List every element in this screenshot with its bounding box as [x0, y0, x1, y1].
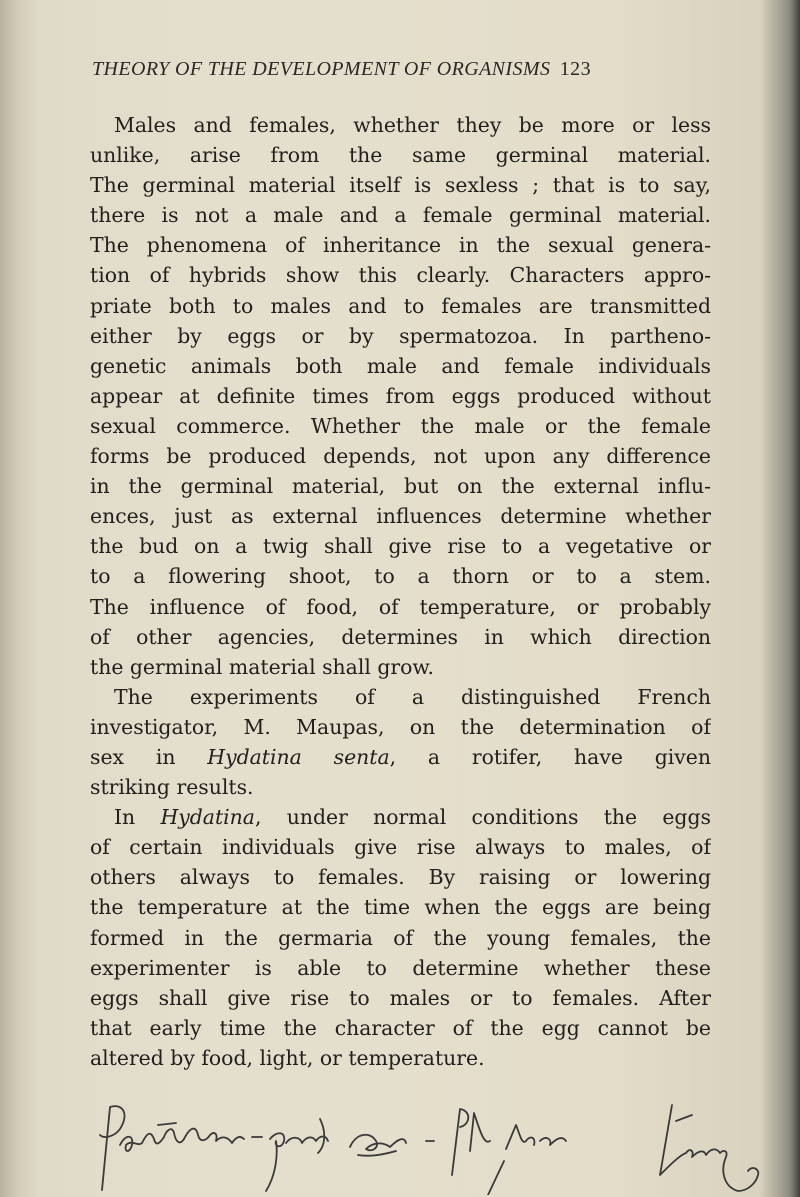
- text-line: others always to females. By raising or lowering: [90, 865, 711, 890]
- text-line: The experiments of a distinguished French: [114, 684, 711, 709]
- text-line: altered by food, light, or temperature.: [90, 1045, 485, 1070]
- running-header: [92, 58, 732, 81]
- text-line: priate both to males and to females are transmitted: [90, 293, 711, 318]
- text-line: formed in the germaria of the young females, the: [90, 925, 711, 950]
- page-number: 123: [559, 58, 591, 80]
- text-line: sex in Hydatina senta, a rotifer, have given: [90, 744, 711, 769]
- text-line: that early time the character of the egg cannot be: [90, 1015, 711, 1040]
- text-line: the germinal material shall grow.: [90, 654, 434, 679]
- text-line: striking results.: [90, 775, 254, 800]
- text-line: sexual commerce. Whether the male or the female: [90, 413, 711, 438]
- text-line: tion of hybrids show this clearly. Characters appro-: [90, 263, 711, 288]
- handwriting-scribble: [80, 1095, 780, 1195]
- text-line: ences, just as external influences determine whether: [90, 504, 711, 529]
- text-line: appear at definite times from eggs produced without: [90, 383, 711, 408]
- running-title: THEORY OF THE DEVELOPMENT OF ORGANISMS: [92, 58, 551, 80]
- text-line: forms be produced depends, not upon any difference: [90, 444, 711, 469]
- text-line: in the germinal material, but on the external influ-: [90, 474, 711, 499]
- text-line: genetic animals both male and female individuals: [90, 353, 711, 378]
- text-line: of certain individuals give rise always to males, of: [90, 835, 711, 860]
- body-text: [90, 110, 711, 1073]
- text-line: The phenomena of inheritance in the sexual genera-: [90, 233, 711, 258]
- text-line: either by eggs or by spermatozoa. In partheno-: [90, 323, 711, 348]
- text-line: to a flowering shoot, to a thorn or to a stem.: [90, 564, 711, 589]
- handwritten-annotation: [80, 1095, 780, 1195]
- text-line: The germinal material itself is sexless ; that is to say,: [90, 173, 711, 198]
- text-line: Males and females, whether they be more or less: [114, 113, 711, 137]
- text-line: The influence of food, of temperature, or probably: [90, 594, 711, 619]
- text-line: In Hydatina, under normal conditions the eggs: [114, 805, 711, 830]
- text-line: the temperature at the time when the eggs are being: [90, 895, 711, 920]
- text-line: investigator, M. Maupas, on the determination of: [90, 714, 711, 739]
- text-line: eggs shall give rise to males or to females. After: [90, 985, 711, 1010]
- text-line: there is not a male and a female germinal material.: [90, 203, 711, 228]
- text-line: unlike, arise from the same germinal material.: [90, 143, 711, 168]
- text-line: the bud on a twig shall give rise to a vegetative or: [90, 534, 711, 559]
- text-line: of other agencies, determines in which direction: [90, 624, 711, 649]
- text-line: experimenter is able to determine whether these: [90, 955, 711, 980]
